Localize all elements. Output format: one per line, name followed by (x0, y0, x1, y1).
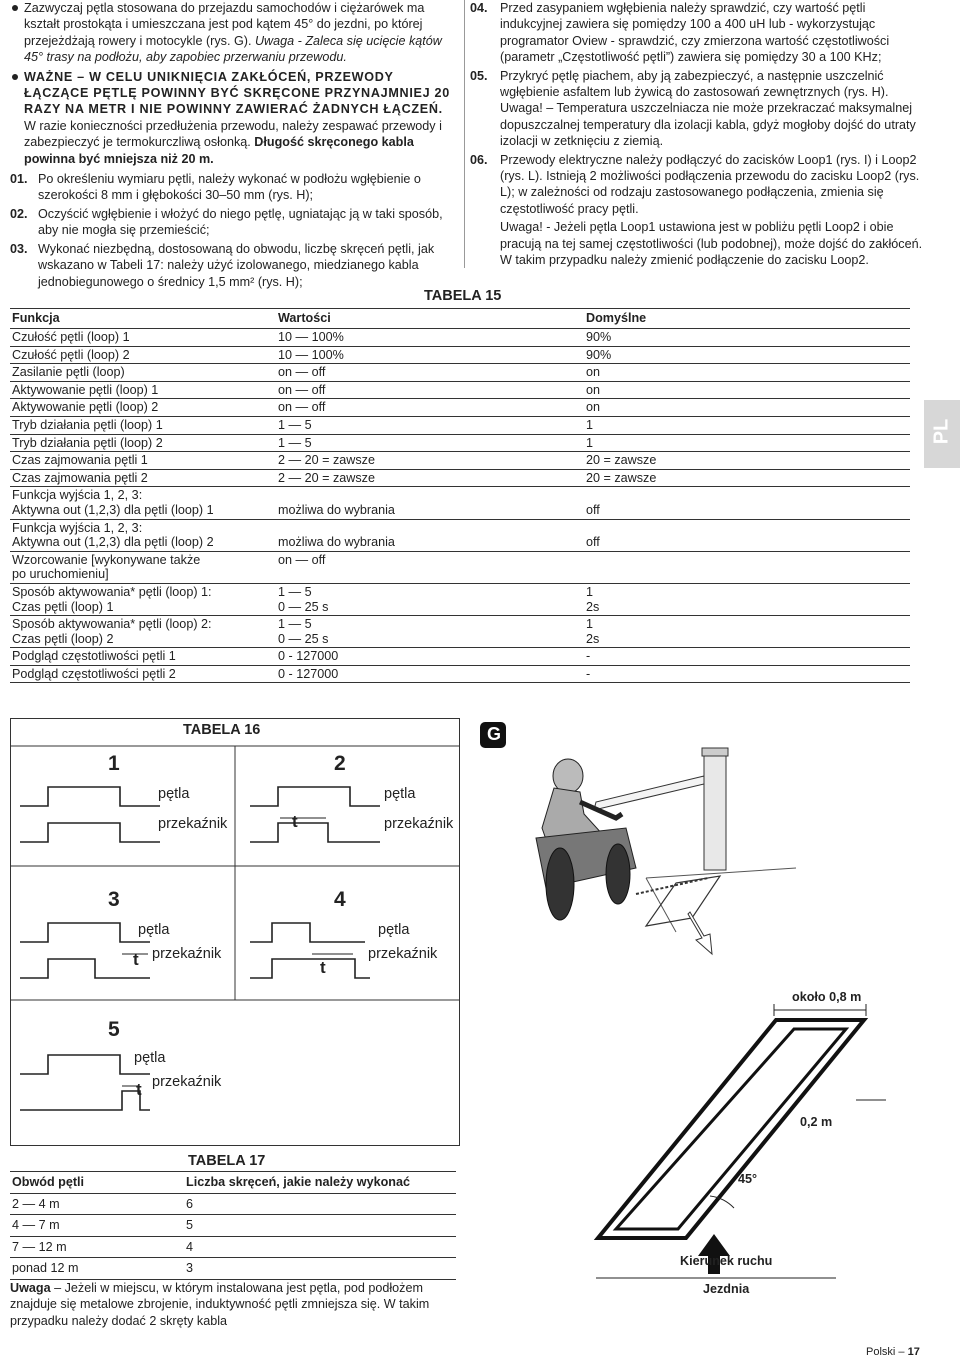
table-cell: Czas zajmowania pętli 1 (10, 452, 276, 470)
table-cell: 4 — 7 m (10, 1215, 184, 1237)
language-tab (924, 400, 960, 468)
bullet-loop-shape-note: Uwaga - Zaleca się ucięcie kątów 45° trasy na podłożu, aby zapobiec przerwaniu przewodu. (24, 33, 442, 65)
wave5-number: 5 (108, 1018, 120, 1041)
page-footer (866, 1346, 920, 1358)
right-column (470, 0, 926, 271)
table-cell: 1 (584, 434, 910, 452)
step-number: 06. (470, 152, 488, 167)
barrier-post (704, 754, 726, 870)
bullet-loop-shape (10, 0, 458, 66)
barrier-arm (594, 776, 704, 810)
table-row (10, 1215, 456, 1237)
table-cell: on (584, 399, 910, 417)
wave5-loop (20, 1055, 150, 1074)
table-cell: - (584, 648, 910, 666)
barrier-cap (702, 748, 728, 756)
table17-note-text: – Jeżeli w miejscu, w którym instalowana jest pętla, pod podłożem znajduje się metalowe zbrojenie, induktywność pętli zmniejsza się. W takim przypadku należy dodać 2 skręty kabla (10, 1281, 430, 1328)
table-cell: Aktywowanie pętli (loop) 2 (10, 399, 276, 417)
step-06-note (470, 219, 926, 268)
wave5-loop-label: pętla (134, 1050, 166, 1066)
step-text: Po określeniu wymiaru pętli, należy wykonać w podłożu wgłębienie o szerokości 8 mm i głębokości 30–50 mm (rys. H); (38, 172, 421, 203)
table-cell: 90% (584, 329, 910, 347)
step-number: 05. (470, 68, 488, 83)
wave3-relay (20, 959, 150, 978)
table-cell: Sposób aktywowania* pętli (loop) 1: Czas pętli (loop) 1 (10, 583, 276, 615)
table-row (10, 1193, 456, 1215)
loop-illustration-small (646, 876, 720, 926)
wave3-loop (20, 923, 150, 942)
wave3-loop-label: pętla (138, 922, 170, 938)
step-number: 01. (10, 172, 28, 187)
wave2-number: 2 (334, 752, 346, 775)
wave4-loop-label: pętla (378, 922, 410, 938)
table-cell: on (584, 364, 910, 382)
important-caps-text: WAŻNE – W CELU UNIKNIĘCIA ZAKŁÓCEŃ, PRZEWODY ŁĄCZĄCE PĘTLĘ POWINNY BYĆ SKRĘCONE PRZYNAJMNIEJ 20 RAZY NA METR I NIE POWINNY ZAWIERAĆ ŻADNYCH ŁĄCZEŃ. (24, 69, 450, 117)
language-tab-label: PL (930, 418, 953, 445)
table16-title: TABELA 16 (183, 722, 261, 738)
table-cell: Aktywowanie pętli (loop) 1 (10, 381, 276, 399)
page-number: 17 (907, 1346, 920, 1358)
table-cell: on — off (276, 364, 584, 382)
table-cell: 5 (184, 1215, 456, 1237)
footer-separator: – (895, 1346, 908, 1358)
important-text: W razie konieczności przedłużenia przewodu, należy zespawać przewody i zabezpieczyć je termokurczliwą osłonką. (24, 118, 442, 150)
wave2-loop-label: pętla (384, 786, 416, 802)
table-row (10, 487, 910, 519)
table-cell: 20 = zawsze (584, 452, 910, 470)
table-cell: 1 — 5 0 — 25 s (276, 583, 584, 615)
wave1-number: 1 (108, 752, 120, 775)
wave2-relay (250, 823, 380, 842)
table-cell: off (584, 519, 910, 551)
important-bold-text: Długość skręconego kabla powinna być mniejsza niż 20 m. (24, 135, 414, 166)
table-cell: 0 - 127000 (276, 648, 584, 666)
wave2-relay-label: przekaźnik (384, 816, 454, 832)
table-row (10, 346, 910, 364)
table-cell: Podgląd częstotliwości pętli 2 (10, 665, 276, 683)
step-number: 02. (10, 206, 28, 221)
direction-arrow-small (688, 912, 712, 954)
wave1-relay-label: przekaźnik (158, 816, 228, 832)
figure-g-letter: G (486, 724, 501, 744)
step-02 (10, 206, 458, 239)
wave2-t-label: t (292, 812, 298, 831)
rider-helmet (553, 759, 583, 793)
table17-note-label: Uwaga (10, 1281, 51, 1295)
table-row (10, 1236, 456, 1258)
table-cell: możliwa do wybrania (276, 487, 584, 519)
table-cell (584, 551, 910, 583)
table-cell: ponad 12 m (10, 1258, 184, 1280)
table-row (10, 329, 910, 347)
table-row (10, 416, 910, 434)
table-row (10, 648, 910, 666)
table-cell: 1 — 5 0 — 25 s (276, 616, 584, 648)
step-text: Przed zasypaniem wgłębienia należy sprawdzić, czy wartość pętli indukcyjnej zawiera się pomiędzy 100 a 400 uH lub - wykorzystując programator Oview - sprawdzić, czy zmierzona wartość częstotliwości (parametr „Częstotliwość pętli”) zawiera się pomiędzy 30 a 100 KHz; (500, 1, 890, 65)
wave4-number: 4 (334, 888, 346, 911)
table-cell: Czas zajmowania pętli 2 (10, 469, 276, 487)
table-cell: Podgląd częstotliwości pętli 1 (10, 648, 276, 666)
table-cell: 90% (584, 346, 910, 364)
table-row (10, 399, 910, 417)
table-cell: 7 — 12 m (10, 1236, 184, 1258)
motorcycle-illustration (536, 759, 636, 920)
wave1-loop (20, 787, 160, 806)
loop-gap-label: 0,2 m (800, 1115, 833, 1129)
wave5-relay-label: przekaźnik (152, 1074, 222, 1090)
step-01 (10, 171, 458, 204)
step-text: Oczyścić wgłębienie i włożyć do niego pętlę, ugniatając ją w taki sposób, aby nie mogła się przemieścić; (38, 206, 443, 238)
step-03 (10, 241, 458, 290)
direction-label: Kierunek ruchu (680, 1254, 773, 1268)
table-cell: 1 — 5 (276, 416, 584, 434)
table-cell: on — off (276, 381, 584, 399)
table-cell: on (584, 381, 910, 399)
wave2-loop (250, 787, 380, 806)
table-row (10, 551, 910, 583)
table-cell: 0 - 127000 (276, 665, 584, 683)
table-cell: Zasilanie pętli (loop) (10, 364, 276, 382)
footer-language: Polski (866, 1346, 896, 1358)
wave4-loop (250, 923, 365, 942)
table-cell: Czułość pętli (loop) 2 (10, 346, 276, 364)
table17-note (10, 1280, 456, 1329)
step-note-text: Uwaga! - Jeżeli pętla Loop1 ustawiona jest w pobliżu pętli Loop2 i obie pracują na tej samej częstotliwości (lub podobnej), może dojść do zakłóceń. W takim przypadku należy zmienić podłączenie do zacisku Loop2. (500, 220, 923, 268)
motorcycle-rear-wheel (546, 848, 574, 920)
step-05 (470, 68, 926, 150)
loop-width-label: około 0,8 m (792, 990, 862, 1004)
loop-angle-label: 45° (738, 1172, 758, 1186)
table-cell: 20 = zawsze (584, 469, 910, 487)
step-06 (470, 152, 926, 218)
table-cell: 2 — 4 m (10, 1193, 184, 1215)
table-cell: Czułość pętli (loop) 1 (10, 329, 276, 347)
step-number: 03. (10, 241, 28, 256)
wave4-relay (250, 959, 370, 978)
motorcycle-front-wheel (606, 844, 630, 904)
table-row (10, 665, 910, 683)
wave1-loop-label: pętla (158, 786, 190, 802)
table-cell: off (584, 487, 910, 519)
table-cell: 2 — 20 = zawsze (276, 452, 584, 470)
wave3-number: 3 (108, 888, 120, 911)
step-number: 04. (470, 1, 488, 15)
road-label: Jezdnia (703, 1282, 750, 1296)
table-row (10, 469, 910, 487)
table-row (10, 519, 910, 551)
table-cell: 3 (184, 1258, 456, 1280)
table-cell: 6 (184, 1193, 456, 1215)
table-cell: 4 (184, 1236, 456, 1258)
table15-header-values: Wartości (276, 309, 584, 329)
table-cell: Wzorcowanie [wykonywane także po uruchomieniu] (10, 551, 276, 583)
left-column (10, 0, 458, 290)
table-row (10, 381, 910, 399)
wave4-relay-label: przekaźnik (368, 946, 438, 962)
table-row (10, 1258, 456, 1280)
step-text: Przykryć pętlę piachem, aby ją zabezpieczyć, a następnie uszczelnić wgłębienie asfaltem lub żywicą do zastosowań zewnętrznych (rys. H). Uwaga! – Temperatura uszczelniacza nie może przekraczać maksymalnej dopuszczalnej temperatury dla izolacji kabla, gdyż mogłoby dojść do utraty izolacji w zetknięciu z ziemią. (500, 68, 916, 149)
table-row (10, 434, 910, 452)
figure-g (476, 718, 946, 1308)
table-row (10, 452, 910, 470)
table-cell: Funkcja wyjścia 1, 2, 3: Aktywna out (1,2,3) dla pętli (loop) 1 (10, 487, 276, 519)
step-text: Przewody elektryczne należy podłączyć do zacisków Loop1 (rys. I) i Loop2 (rys. L). Istnieją 2 możliwości podłączenia przewodu do zacisku Loop2 (rys. L); w zależności od rodzaju zastosowanego podłączenia, zmienia się częstotliwość pracy pętli. (500, 152, 920, 216)
table17-title: TABELA 17 (188, 1153, 266, 1169)
bullet-important (10, 69, 458, 167)
table-cell: 10 — 100% (276, 346, 584, 364)
table-cell: on — off (276, 399, 584, 417)
table-cell: Tryb działania pętli (loop) 1 (10, 416, 276, 434)
table-cell: 1 2s (584, 616, 910, 648)
wave1-relay (20, 823, 160, 842)
step-text: Wykonać niezbędną, dostosowaną do obwodu, liczbę skręceń pętli, jak wskazano w Tabeli 17: należy użyć izolowanego, miedzianego kabla jednobiegunowego o średnicy 1,5 mm² (rys. H); (38, 241, 435, 289)
table-cell: możliwa do wybrania (276, 519, 584, 551)
table-cell: - (584, 665, 910, 683)
bullet-loop-shape-text: Zazwyczaj pętla stosowana do przejazdu samochodów i ciężarówek ma kształt prostokąta i umieszczana jest pod kątem 45° do jezdni, po której przejeżdżają rowery i motocykle (rys. G). (24, 1, 425, 48)
wave3-relay-label: przekaźnik (152, 946, 222, 962)
table-cell: Funkcja wyjścia 1, 2, 3: Aktywna out (1,2,3) dla pętli (loop) 2 (10, 519, 276, 551)
table15-title: TABELA 15 (424, 288, 502, 304)
table-cell: Tryb działania pętli (loop) 2 (10, 434, 276, 452)
table15 (10, 308, 910, 683)
table15-header-function: Funkcja (10, 309, 276, 329)
table-cell: Sposób aktywowania* pętli (loop) 2: Czas pętli (loop) 2 (10, 616, 276, 648)
table17-header-perimeter: Obwód pętli (10, 1172, 184, 1194)
wave5-t-label: t (136, 1080, 142, 1099)
table15-header-default: Domyślne (584, 309, 910, 329)
table15-header-row (10, 309, 910, 329)
table17 (10, 1171, 456, 1280)
table-cell: 1 — 5 (276, 434, 584, 452)
wave5-relay (20, 1091, 150, 1110)
step-04 (470, 0, 926, 66)
table-row (10, 616, 910, 648)
wave3-t-label: t (133, 950, 139, 969)
column-divider (464, 0, 465, 268)
table-row (10, 364, 910, 382)
table17-header-row (10, 1172, 456, 1194)
table-cell: 1 2s (584, 583, 910, 615)
loop-inner (616, 1029, 846, 1229)
table-row (10, 583, 910, 615)
table-cell: on — off (276, 551, 584, 583)
table17-header-twists: Liczba skręceń, jakie należy wykonać (184, 1172, 456, 1194)
wave4-t-label: t (320, 958, 326, 977)
table-cell: 10 — 100% (276, 329, 584, 347)
table-cell: 1 (584, 416, 910, 434)
table-cell: 2 — 20 = zawsze (276, 469, 584, 487)
